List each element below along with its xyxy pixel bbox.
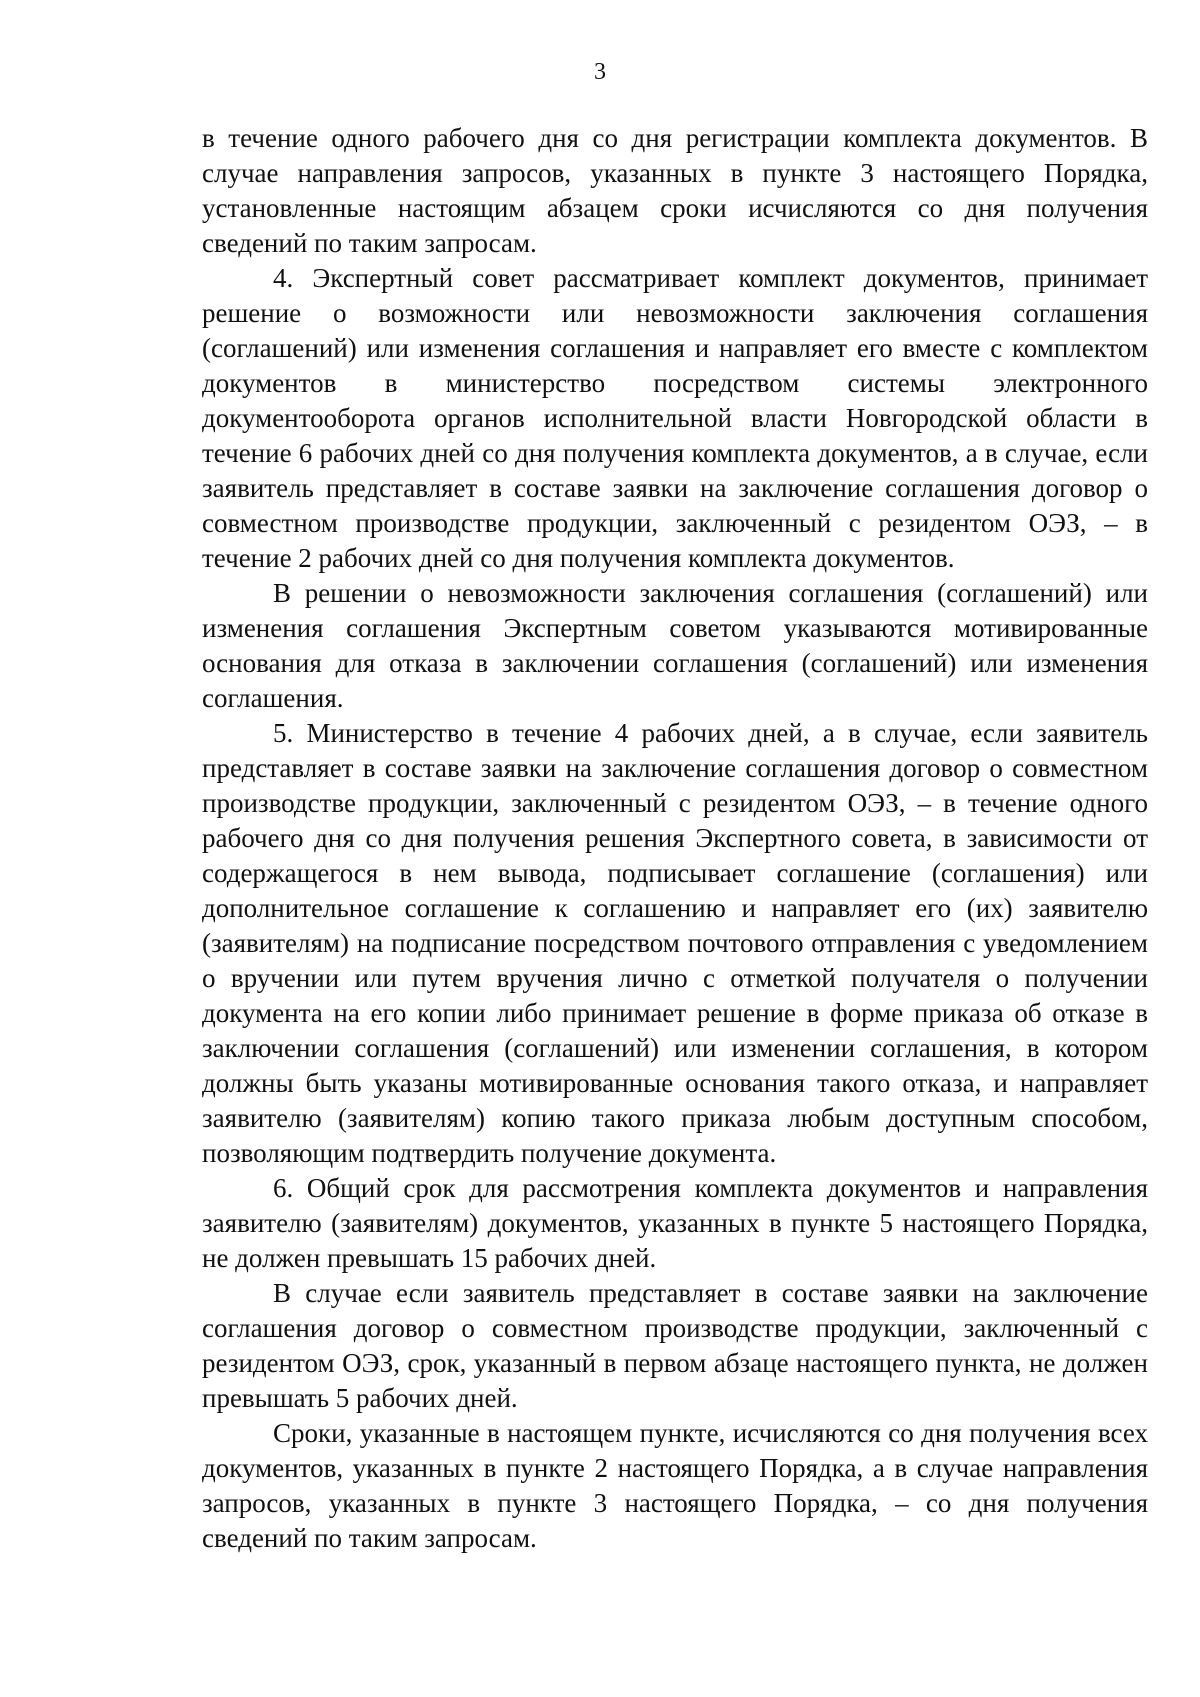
paragraph-item-5: 5. Министерство в течение 4 рабочих дней, а в случае, если заявитель представляет в составе заявки на заключение соглашения договор о совместном производстве продукции, заключенный с резидентом ОЭЗ, – в течение одного рабочего дня со дня получения решения Экспертного совета, в зависимости от содержащегося в нем вывода, подписывает соглашение (соглашения) или дополнительное соглашение к соглашению и направляет его (их) заявителю (заявителям) на подписание посредством почтового отправления с уведомлением о вручении или путем вручения лично с отметкой получателя о получении документа на его копии либо принимает решение в форме приказа об отказе в заключении соглашения (соглашений) или изменении соглашения, в котором должны быть указаны мотивированные основания такого отказа, и направляет заявителю (заявителям) копию такого приказа любым доступным способом, позволяющим подтвердить получение документа. — [202, 718, 1148, 1168]
paragraph-item-4-refusal: В решении о невозможности заключения соглашения (соглашений) или изменения соглашения Экспертным советом указываются мотивированные основания для отказа в заключении соглашения (соглашений) или изменения соглашения. — [202, 578, 1148, 713]
page-number: 3 — [594, 59, 606, 85]
paragraph-item-4: 4. Экспертный совет рассматривает комплект документов, принимает решение о возможности или невозможности заключения соглашения (соглашений) или изменения соглашения и направляет его вместе с комплектом документов в министерство посредством системы электронного документооборота органов исполнительной власти Новгородской области в течение 6 рабочих дней со дня получения комплекта документов, а в случае, если заявитель представляет в составе заявки на заключение соглашения договор о совместном производстве продукции, заключенный с резидентом ОЭЗ, – в течение 2 рабочих дней со дня получения комплекта документов. — [202, 263, 1148, 573]
paragraph-item-6-terms: Сроки, указанные в настоящем пункте, исчисляются со дня получения всех документов, указанных в пункте 2 настоящего Порядка, а в случае направления запросов, указанных в пункте 3 настоящего Порядка, – со дня получения сведений по таким запросам. — [202, 1418, 1148, 1553]
paragraph-item-6-joint-production: В случае если заявитель представляет в составе заявки на заключение соглашения договор о совместном производстве продукции, заключенный с резидентом ОЭЗ, срок, указанный в первом абзаце настоящего пункта, не должен превышать 5 рабочих дней. — [202, 1278, 1148, 1413]
paragraph-continuation: в течение одного рабочего дня со дня регистрации комплекта документов. В случае направления запросов, указанных в пункте 3 настоящего Порядка, установленные настоящим абзацем сроки исчисляются со дня получения сведений по таким запросам. — [202, 123, 1148, 258]
paragraph-item-6: 6. Общий срок для рассмотрения комплекта документов и направления заявителю (заявителям) документов, указанных в пункте 5 настоящего Порядка, не должен превышать 15 рабочих дней. — [202, 1173, 1148, 1273]
document-body — [202, 121, 1148, 1556]
